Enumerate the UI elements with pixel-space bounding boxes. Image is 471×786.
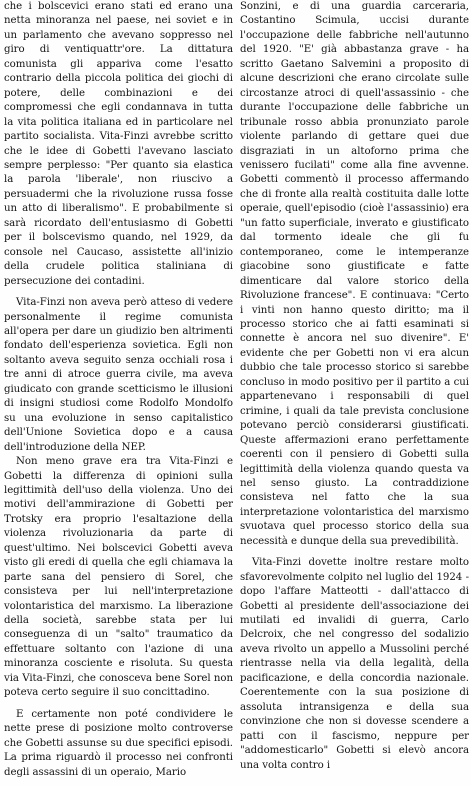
paragraph: Vita-Finzi non aveva però atteso di vedere personalmente il regime comunista all'opera per dare un giudizio ben altrimenti fondato dell'esperienza sovietica. Egli non soltanto aveva seguito senza occhiali rosa i tre anni di atroce guerra civile, ma aveva giudicato con grande scetticismo le illusioni di insigni studiosi come Rodolfo Mondolfo su una evoluzione in senso capitalistico dell'Unione Sovietica dopo e a causa dell'introduzione della NEP. bbox=[4, 297, 233, 453]
paragraph: Vita-Finzi dovette inoltre restare molto sfavorevolmente colpito nel luglio del 1924 - dopo l'affare Matteotti - dall'attacco di Gobetti al presidente dell'associazione dei mutilati ed invalidi di guerra, Carlo Delcroix, che nel congresso del sodalizio aveva rivolto un appello a Mussolini perché rientrasse nella via della legalità, della pacificazione, e della concordia nazionale. Coerentemente con la sua posizione di assoluta intransigenza e della sua convinzione che non si dovesse scendere a patti con il fascismo, neppure per "addomesticarlo" Gobetti si elevò ancora una volta contro i bbox=[240, 557, 469, 771]
right-text-column bbox=[240, 0, 469, 773]
left-text-column bbox=[4, 0, 233, 780]
paragraph: Sonzini, e di una guardia carceraria, Costantino Scimula, uccisi durante l'occupazione delle fabbriche nell'autunno del 1920. "E' già abbastanza grave - ha scritto Gaetano Salvemini a proposito di alcune descrizioni che erano circolate sulle circostanze atroci di quell'assassinio - che durante l'occupazione delle fabbriche un tribunale rosso abbia pronunziato parole violente parlando di gettare quei due disgraziati in un altoforno prima che venissero fucilati" come alla fine avvenne. Gobetti commentò il processo affermando che di fronte alla realtà costituita dalle lotte operaie, quell'episodio (cioè l'assassinio) era "un fatto superficiale, inverato e giustificato dal tormento ideale che gli fu contemporaneo, come le intemperanze giacobine sono giustificate e fatte dimenticare dal valore storico della Rivoluzione francese". E continuava: "Certo i vinti non hanno questo diritto; ma il processo storico che ai fatti esaminati si connette è ancora nel suo divenire". E' evidente che per Gobetti non vi era alcun dubbio che tale processo storico si sarebbe concluso in modo positivo per il partito a cui appartenevano i responsabili di quel crimine, i quali da tale prevista conclusione potevano perciò considerarsi giustificati. Queste affermazioni erano perfettamente coerenti con il pensiero di Gobetti sulla legittimità della violenza quando questa va nel senso giusto. La contraddizione consisteva nel fatto che la sua interpretazione volontaristica del marxismo svuotava quel processo storico della sua necessità e dunque della sua prevedibilità. bbox=[240, 1, 469, 547]
column-gutter bbox=[236, 0, 237, 786]
paragraph: E certamente non poté condividere le nette prese di posizione molto controverse che Gobetti assunse su due specifici episodi. La prima riguardò il processo nei confronti degli assassini di un operaio, Mario bbox=[4, 708, 233, 778]
paragraph: Non meno grave era tra Vita-Finzi e Gobetti la differenza di opinioni sulla legittimità dell'uso della violenza. Uno dei motivi dell'ammirazione di Gobetti per Trotsky era proprio l'esaltazione della violenza rivoluzionaria da parte di quest'ultimo. Nei bolscevici Gobetti aveva visto gli eredi di quella che egli chiamava la parte sana del pensiero di Sorel, che consisteva per lui nell'interpretazione volontaristica del marxismo. La liberazione della società, sarebbe stata per lui conseguenza di un "salto" traumatico da effettuare soltanto con l'azione di una minoranza cosciente e risoluta. Su questa via Vita-Finzi, che conosceva bene Sorel non poteva certo seguire il suo concittadino. bbox=[4, 456, 233, 699]
paragraph: che i bolscevici erano stati ed erano una netta minoranza nel paese, nei soviet e in un parlamento che avevano soppresso nel giro di ventiquattr'ore. La dittatura comunista gli appariva come l'esatto contrario della piccola politica dei giochi di potere, delle combinazioni e dei compromessi che egli condannava in tutta la vita politica italiana ed in particolare nel partito socialista. Vita-Finzi avrebbe scritto che le idee di Gobetti l'avevano lasciato sempre perplesso: "Per quanto sia elastica la parola 'liberale', non riuscivo a persuadermi che la rivoluzione russa fosse un atto di liberalismo". E probabilmente si sarà ricordato dell'entusiasmo di Gobetti per il bolscevismo quando, nel 1929, da console nel Caucaso, assistette all'inizio della crudele politica staliniana di persecuzione dei contadini. bbox=[4, 1, 233, 287]
